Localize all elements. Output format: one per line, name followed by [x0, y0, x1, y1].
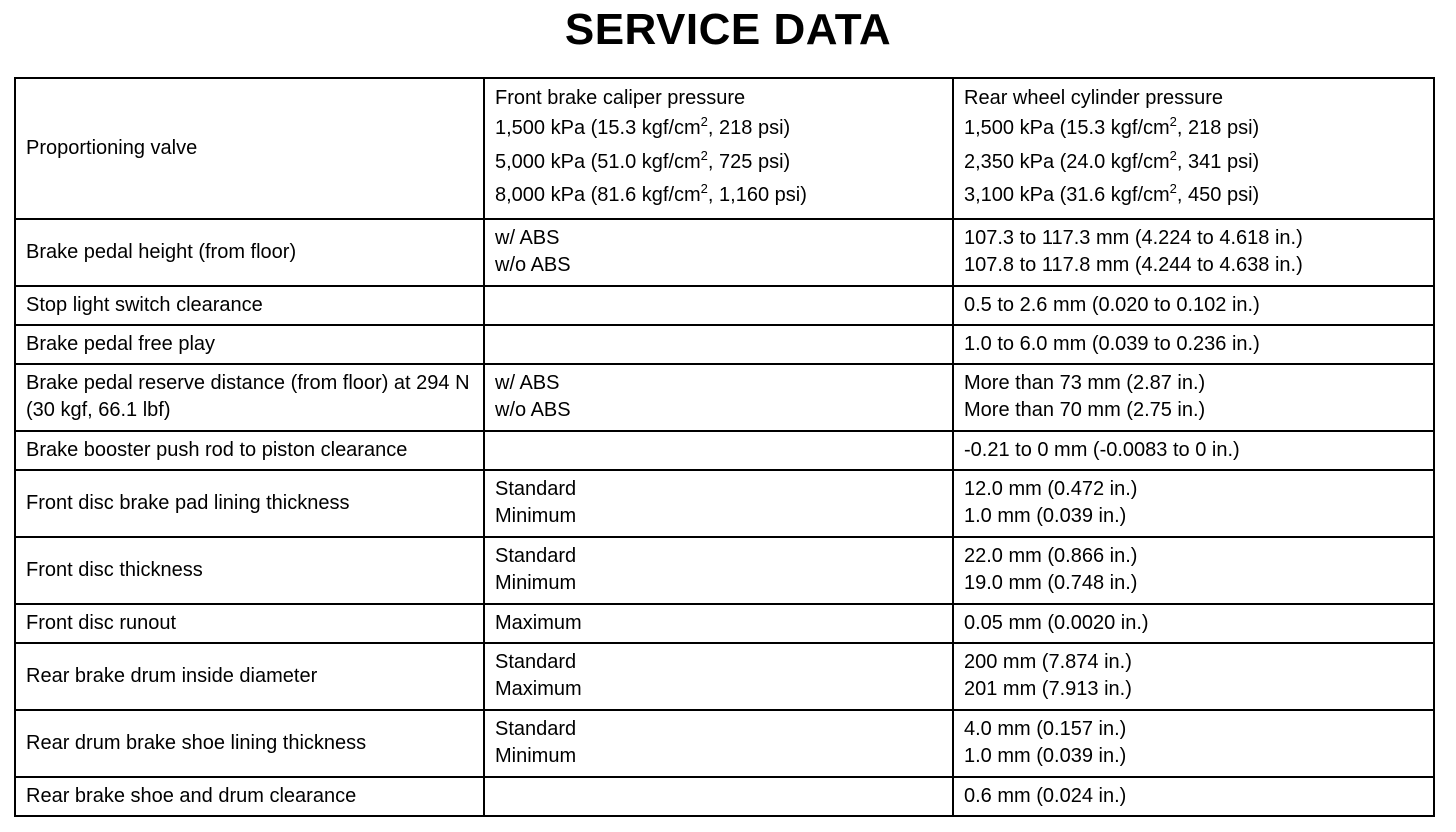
condition-line: 1,500 kPa (15.3 kgf/$cm^2$, 218 psi) [495, 114, 791, 139]
condition-cell [484, 78, 953, 219]
table-row [15, 470, 1434, 537]
value-line: 12.0 mm (0.472 in.) [964, 478, 1138, 500]
condition-line: Maximum [495, 678, 582, 700]
table-row [15, 604, 1434, 643]
value-line: 1.0 mm (0.039 in.) [964, 745, 1127, 767]
value-line: -0.21 to 0 mm (-0.0083 to 0 in.) [964, 438, 1240, 461]
condition-line: Minimum [495, 572, 577, 594]
condition-cell [484, 431, 953, 470]
value-cell [953, 537, 1434, 604]
condition-line: w/o ABS [495, 399, 571, 421]
condition-line: Standard [495, 718, 577, 740]
table-row [15, 643, 1434, 710]
condition-line: Minimum [495, 505, 577, 527]
table-row [15, 78, 1434, 219]
condition-line: w/ ABS [495, 372, 560, 394]
value-cell [953, 78, 1434, 219]
item-cell [15, 364, 484, 431]
condition-line: Standard [495, 545, 577, 567]
table-row [15, 219, 1434, 286]
condition-line: w/o ABS [495, 254, 571, 276]
item-label: Rear brake drum inside diameter [26, 664, 318, 687]
item-cell [15, 325, 484, 364]
value-cell [953, 777, 1434, 816]
page-title: SERVICE DATA [564, 5, 892, 54]
value-cell [953, 710, 1434, 777]
value-line: 1,500 kPa (15.3 kgf/$cm^2$, 218 psi) [964, 114, 1260, 139]
table-row [15, 325, 1434, 364]
condition-line: w/ ABS [495, 227, 560, 249]
condition-cell [484, 219, 953, 286]
value-cell [953, 643, 1434, 710]
condition-cell [484, 470, 953, 537]
condition-cell [484, 777, 953, 816]
value-line: 22.0 mm (0.866 in.) [964, 545, 1138, 567]
value-line: 201 mm (7.913 in.) [964, 678, 1132, 700]
value-line: 0.5 to 2.6 mm (0.020 to 0.102 in.) [964, 293, 1260, 316]
condition-cell [484, 364, 953, 431]
item-label: Brake booster push rod to piston clearance [26, 438, 408, 461]
item-label: Stop light switch clearance [26, 293, 263, 316]
item-label: Brake pedal height (from floor) [26, 240, 297, 263]
condition-line: 8,000 kPa (81.6 kgf/$cm^2$, 1,160 psi) [495, 181, 807, 206]
item-cell [15, 643, 484, 710]
table-row [15, 777, 1434, 816]
value-line: 4.0 mm (0.157 in.) [964, 718, 1127, 740]
item-cell [15, 219, 484, 286]
value-line: 107.3 to 117.3 mm (4.224 to 4.618 in.) [964, 227, 1303, 249]
value-line: More than 70 mm (2.75 in.) [964, 399, 1206, 421]
item-label: Front disc runout [26, 611, 177, 634]
condition-cell [484, 537, 953, 604]
service-data-table [14, 77, 1435, 817]
condition-line: Standard [495, 651, 577, 673]
value-line: 2,350 kPa (24.0 kgf/$cm^2$, 341 psi) [964, 147, 1260, 173]
item-label: Proportioning valve [26, 136, 198, 159]
item-cell [15, 286, 484, 325]
value-line: 200 mm (7.874 in.) [964, 651, 1132, 673]
table-row [15, 537, 1434, 604]
value-cell [953, 219, 1434, 286]
item-label: Rear drum brake shoe lining thickness [26, 731, 367, 754]
value-cell [953, 364, 1434, 431]
condition-cell [484, 286, 953, 325]
condition-cell [484, 325, 953, 364]
item-label: Front disc brake pad lining thickness [26, 491, 350, 514]
value-cell [953, 604, 1434, 643]
condition-line: Minimum [495, 745, 577, 767]
table-row [15, 710, 1434, 777]
table-row [15, 286, 1434, 325]
value-line: 1.0 to 6.0 mm (0.039 to 0.236 in.) [964, 332, 1260, 355]
value-line: Rear wheel cylinder pressure [964, 87, 1224, 109]
value-line: 3,100 kPa (31.6 kgf/$cm^2$, 450 psi) [964, 181, 1260, 206]
value-cell [953, 470, 1434, 537]
value-cell [953, 325, 1434, 364]
item-cell [15, 710, 484, 777]
condition-line: Maximum [495, 611, 582, 634]
item-cell [15, 431, 484, 470]
value-line: 19.0 mm (0.748 in.) [964, 572, 1138, 594]
condition-line: Standard [495, 478, 577, 500]
condition-cell [484, 604, 953, 643]
item-label: Rear brake shoe and drum clearance [26, 784, 357, 807]
condition-cell [484, 643, 953, 710]
value-cell [953, 286, 1434, 325]
condition-line: Front brake caliper pressure [495, 87, 746, 109]
item-cell [15, 537, 484, 604]
condition-cell [484, 710, 953, 777]
value-line: 1.0 mm (0.039 in.) [964, 505, 1127, 527]
item-label: Front disc thickness [26, 558, 203, 581]
item-cell [15, 604, 484, 643]
item-cell [15, 78, 484, 219]
item-cell [15, 470, 484, 537]
value-line: 107.8 to 117.8 mm (4.244 to 4.638 in.) [964, 254, 1303, 276]
item-label: Brake pedal reserve distance (from floor) at 294 N (30 kgf, 66.1 lbf) [26, 372, 470, 421]
condition-line: 5,000 kPa (51.0 kgf/$cm^2$, 725 psi) [495, 147, 791, 173]
table-row [15, 364, 1434, 431]
value-line: 0.05 mm (0.0020 in.) [964, 611, 1149, 634]
value-line: 0.6 mm (0.024 in.) [964, 784, 1127, 807]
table-row [15, 431, 1434, 470]
item-cell [15, 777, 484, 816]
item-label: Brake pedal free play [26, 332, 216, 355]
value-line: More than 73 mm (2.87 in.) [964, 372, 1206, 394]
value-cell [953, 431, 1434, 470]
